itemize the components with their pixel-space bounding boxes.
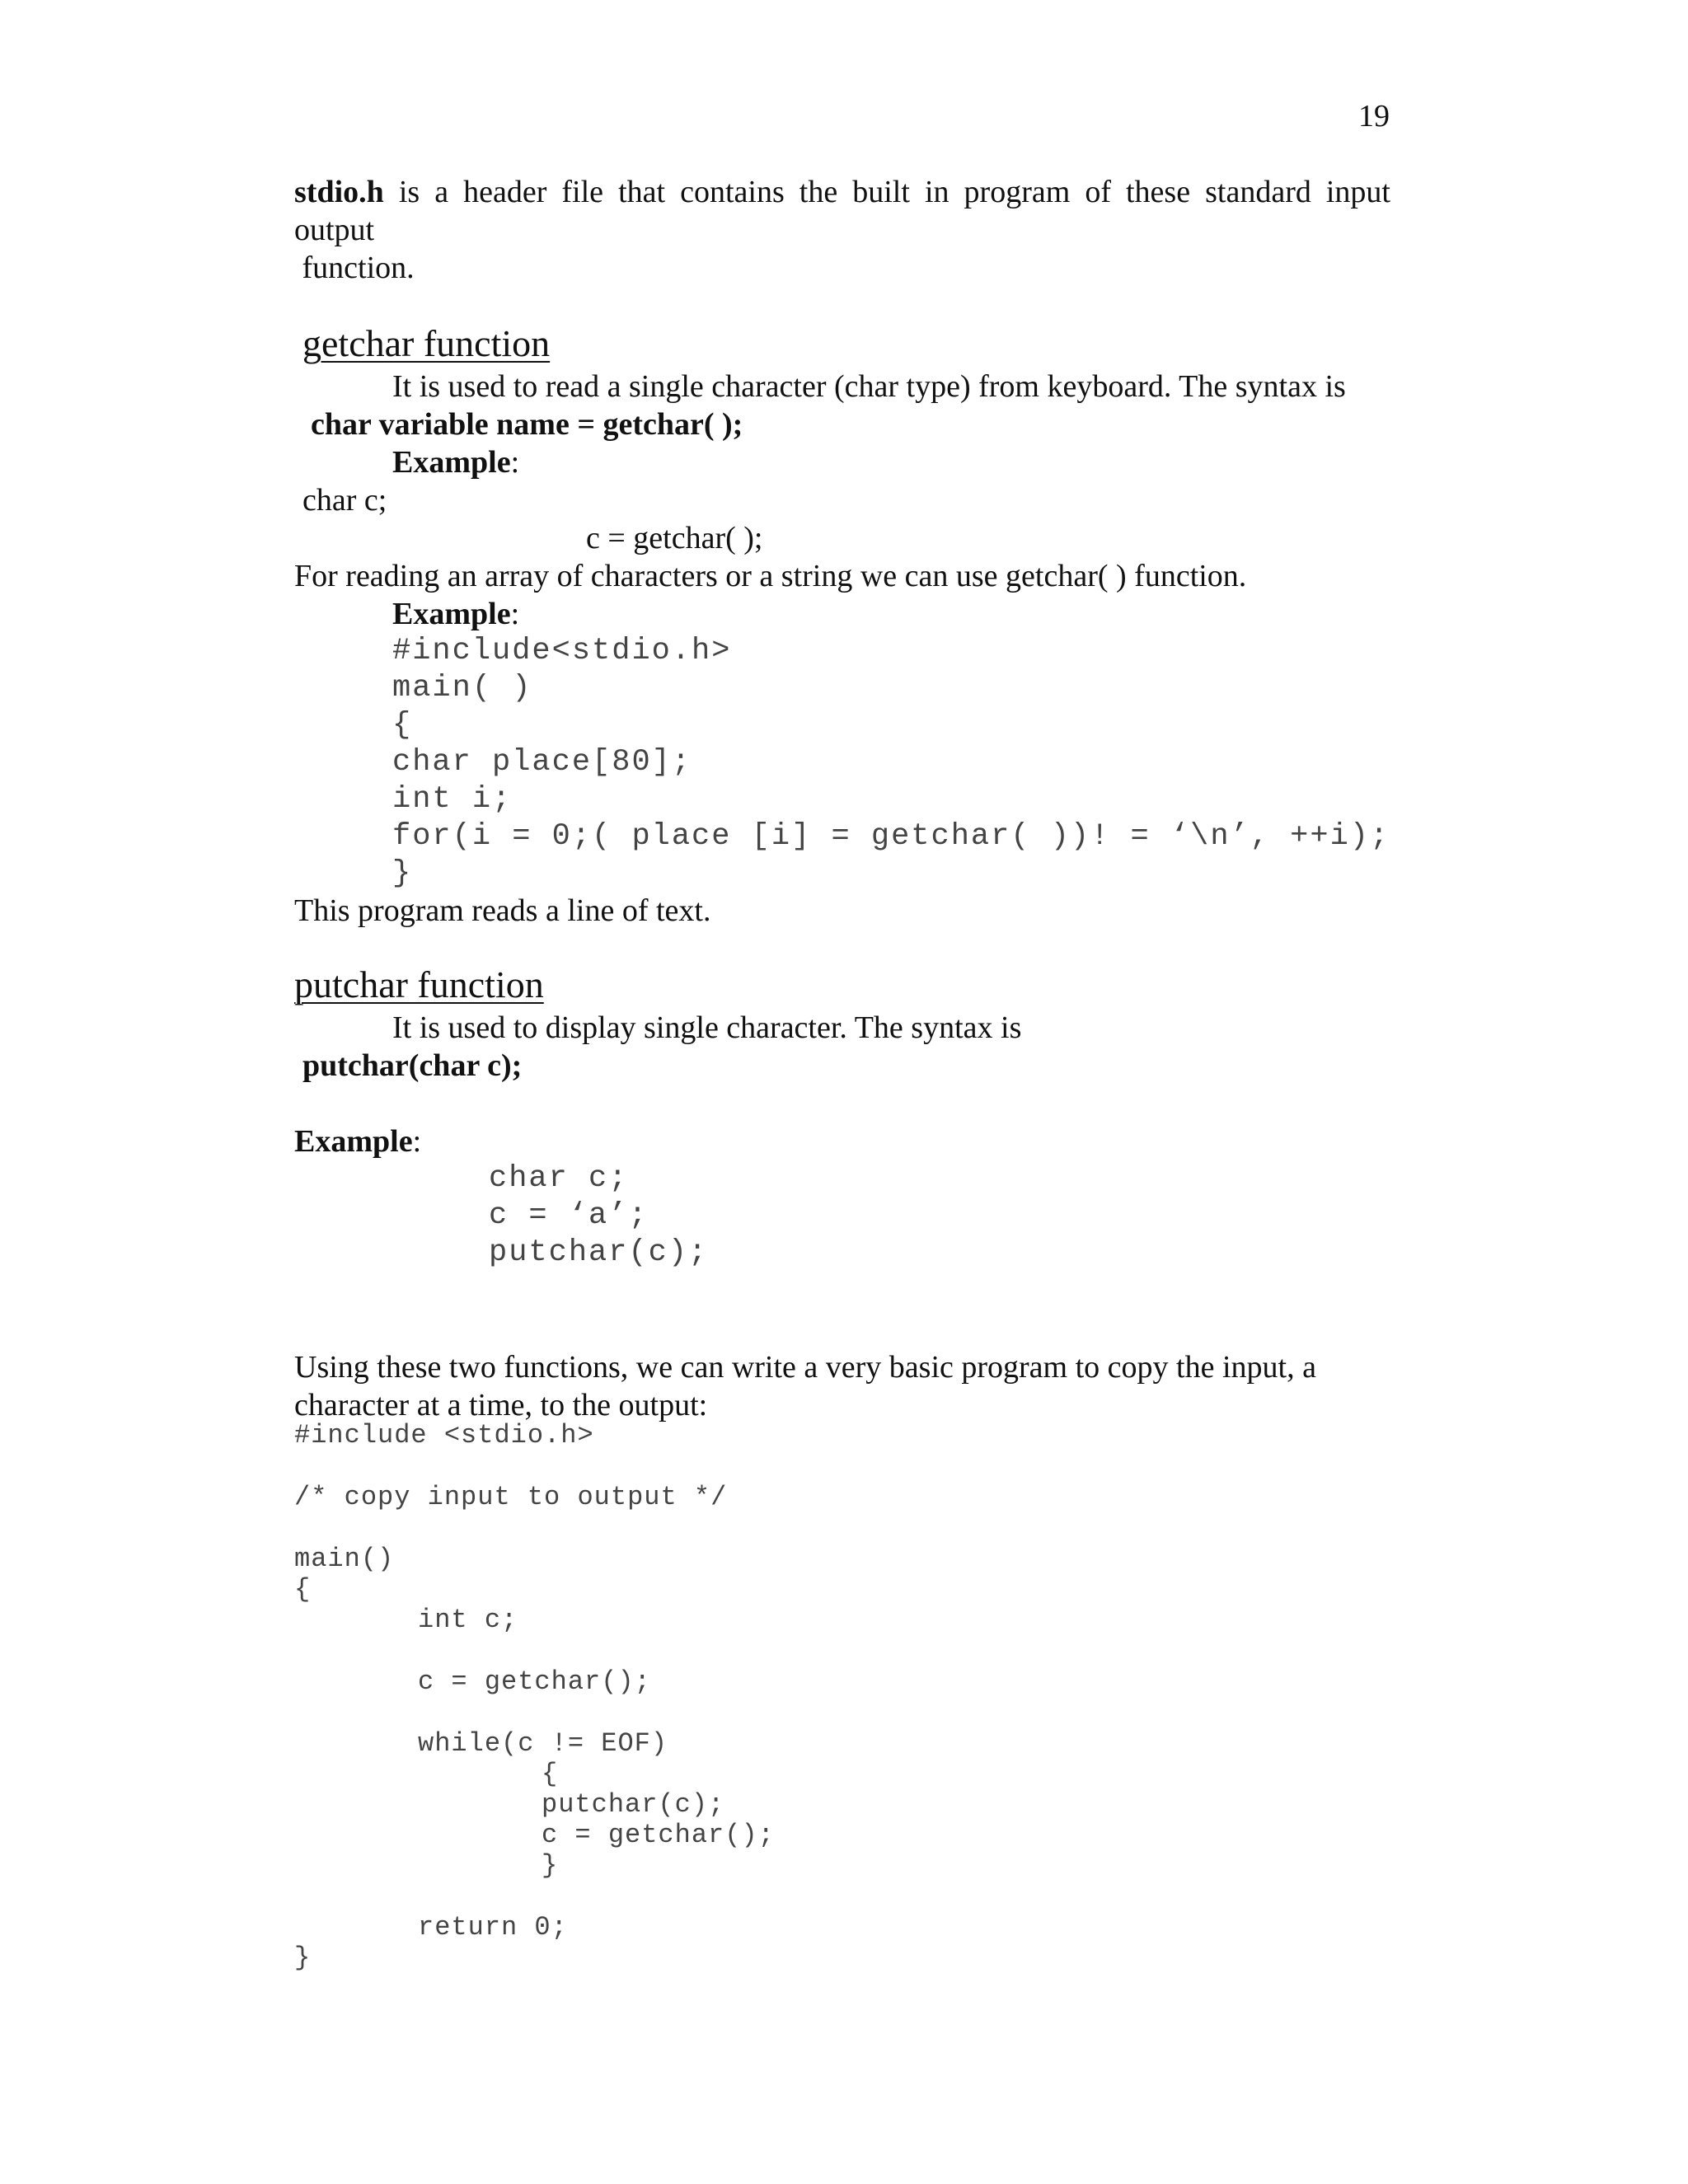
intro-word: program xyxy=(964,175,1071,209)
intro-word: that xyxy=(618,175,666,209)
getchar-after-code: This program reads a line of text. xyxy=(294,893,711,928)
intro-word: standard xyxy=(1205,175,1311,209)
intro-word: of xyxy=(1085,175,1111,209)
intro-term: stdio.h xyxy=(294,175,384,209)
copy-code-line: /* copy input to output */ xyxy=(294,1482,728,1512)
getchar-code-line: for(i = 0;( place [i] = getchar( ))! = ‘\n’, ++i); xyxy=(392,819,1390,854)
example-colon: : xyxy=(412,1124,422,1159)
getchar-code-line: #include<stdio.h> xyxy=(392,634,732,668)
intro-word: file xyxy=(561,175,604,209)
intro-word: a xyxy=(434,175,449,209)
copy-code-line: return 0; xyxy=(418,1912,568,1943)
getchar-example2-label xyxy=(392,598,519,630)
intro-word: contains xyxy=(680,175,785,209)
putchar-code-line: c = ‘a’; xyxy=(489,1198,649,1233)
getchar-example-label xyxy=(392,447,519,478)
copy-code-line: c = getchar(); xyxy=(418,1666,651,1697)
getchar-code-line: int i; xyxy=(392,782,513,817)
example-colon: : xyxy=(510,445,520,480)
example-label-text: Example xyxy=(392,597,511,631)
getchar-code-line: main( ) xyxy=(392,671,532,705)
putchar-heading: putchar function xyxy=(294,963,544,1005)
copy-code-line: } xyxy=(542,1850,559,1881)
copy-code-line: { xyxy=(294,1574,312,1605)
copy-code-line: #include <stdio.h> xyxy=(294,1420,594,1451)
copy-code-line: while(c != EOF) xyxy=(418,1728,668,1759)
getchar-description: It is used to read a single character (char type) from keyboard. The syntax is xyxy=(392,369,1346,404)
getchar-array-text: For reading an array of characters or a string we can use getchar( ) function. xyxy=(294,559,1247,593)
putchar-description: It is used to display single character. The syntax is xyxy=(392,1010,1022,1045)
putchar-syntax-text: putchar(char c); xyxy=(302,1048,523,1083)
copy-paragraph-line-2: character at a time, to the output: xyxy=(294,1388,708,1422)
intro-line-1 xyxy=(294,176,1390,208)
intro-word: built xyxy=(852,175,910,209)
intro-word: header xyxy=(463,175,547,209)
getchar-code-line: char place[80]; xyxy=(392,745,692,780)
intro-word: input xyxy=(1325,175,1390,209)
getchar-example-decl: char c; xyxy=(302,483,387,518)
intro-word: these xyxy=(1126,175,1191,209)
getchar-code-line: } xyxy=(392,856,413,891)
getchar-example-assign: c = getchar( ); xyxy=(586,521,763,555)
copy-code-line: { xyxy=(542,1759,559,1789)
copy-code-line: putchar(c); xyxy=(542,1789,725,1820)
putchar-syntax xyxy=(302,1050,522,1081)
putchar-example-label xyxy=(294,1126,421,1157)
copy-code-line: } xyxy=(294,1943,312,1973)
intro-word: the xyxy=(799,175,838,209)
intro-word: in xyxy=(924,175,950,209)
getchar-heading: getchar function xyxy=(302,322,551,364)
example-label-text: Example xyxy=(392,445,511,480)
example-label-text: Example xyxy=(294,1124,413,1159)
copy-code-line: c = getchar(); xyxy=(542,1820,775,1850)
intro-line-2: output xyxy=(294,213,375,247)
copy-code-line: int c; xyxy=(418,1605,518,1635)
page-number: 19 xyxy=(1358,99,1390,134)
example-colon: : xyxy=(510,597,520,631)
copy-code-line: main() xyxy=(294,1544,395,1574)
putchar-code-line: char c; xyxy=(489,1161,629,1196)
putchar-code-line: putchar(c); xyxy=(489,1235,709,1270)
getchar-syntax-text: char variable name = getchar( ); xyxy=(311,407,743,442)
getchar-code-line: { xyxy=(392,708,413,743)
intro-word: is xyxy=(398,175,420,209)
intro-line-3: function. xyxy=(294,251,415,285)
getchar-syntax xyxy=(311,409,743,440)
copy-paragraph-line-1: Using these two functions, we can write a very basic program to copy the input, a xyxy=(294,1350,1316,1385)
